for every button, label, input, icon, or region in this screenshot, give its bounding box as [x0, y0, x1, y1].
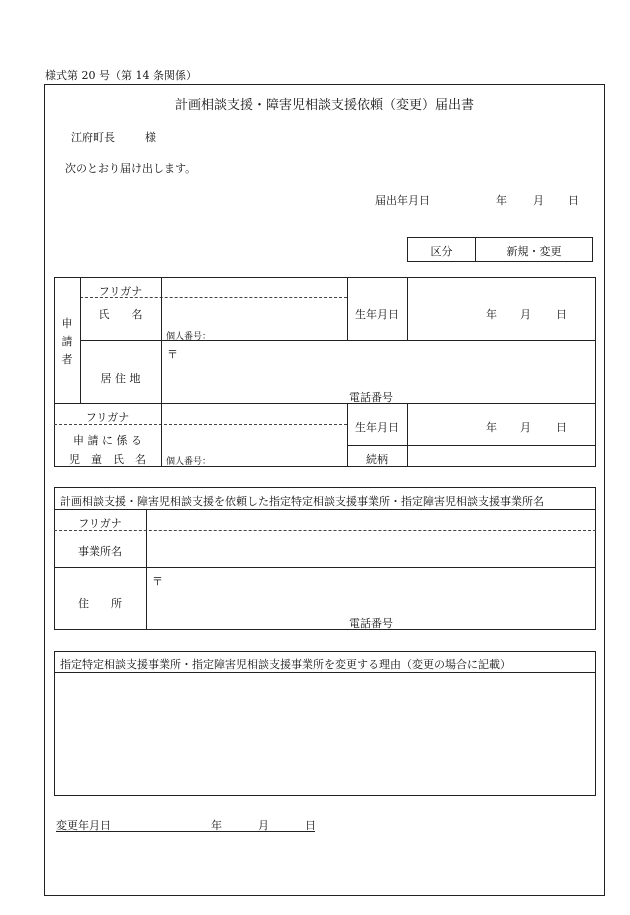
change-date-day: 日	[305, 819, 316, 832]
applicant-personal-no-label: 個人番号：	[166, 332, 212, 342]
applicant-child-divider	[54, 403, 596, 404]
child-birth-label: 生年月日	[355, 421, 399, 434]
change-date-label: 変更年月日	[56, 819, 111, 832]
applicant-birth-right-divider	[407, 277, 408, 340]
child-relation-label: 続柄	[366, 453, 388, 466]
office-header: 計画相談支援・障害児相談支援を依頼した指定特定相談支援事業所・指定障害児相談支援事業所名	[60, 495, 544, 508]
submit-date-label: 届出年月日	[375, 194, 430, 207]
category-value[interactable]: 新規・変更	[506, 245, 562, 258]
child-birth-year: 年	[486, 421, 497, 434]
reason-header: 指定特定相談支援事業所・指定障害児相談支援事業所を変更する理由（変更の場合に記載）	[60, 658, 511, 671]
label-column-divider	[161, 277, 162, 467]
office-phone-label: 電話番号	[349, 617, 393, 630]
submit-date-month: 月	[533, 194, 544, 207]
submit-date-year: 年	[496, 194, 507, 207]
child-birth-month: 月	[520, 421, 531, 434]
office-label-divider	[146, 509, 147, 630]
office-name-address-divider	[54, 567, 596, 568]
reason-text-area[interactable]	[55, 673, 595, 795]
child-furigana-label: フリガナ	[85, 411, 130, 424]
applicant-side-label-1: 申	[61, 317, 73, 330]
applicant-birth-label: 生年月日	[355, 308, 399, 321]
change-date-month: 月	[258, 819, 269, 832]
applicant-furigana-label: フリガナ	[98, 285, 143, 298]
applicant-birth-year: 年	[486, 308, 497, 321]
child-birth-relation-divider	[347, 445, 596, 446]
child-name-label-1: 申 請 に 係 る	[73, 434, 142, 447]
applicant-side-label-3: 者	[61, 353, 73, 366]
change-date-year: 年	[211, 819, 222, 832]
child-birth-day: 日	[556, 421, 567, 434]
child-name-label-2: 児 童 氏 名	[69, 453, 146, 466]
addressee-honorific: 様	[145, 131, 156, 144]
category-label: 区分	[430, 245, 453, 258]
applicant-birth-day: 日	[556, 308, 567, 321]
applicant-phone-label: 電話番号	[349, 391, 393, 404]
applicant-name-label: 氏 名	[98, 308, 143, 321]
form-title: 計画相談支援・障害児相談支援依頼（変更）届出書	[174, 98, 474, 113]
office-postal-mark: 〒	[152, 575, 163, 588]
applicant-name-address-divider	[80, 340, 596, 341]
addressee-name: 江府町長	[71, 131, 115, 144]
submit-date-day: 日	[568, 194, 579, 207]
office-address-label: 住 所	[78, 597, 122, 610]
child-birth-right-divider	[407, 403, 408, 467]
office-header-divider	[54, 509, 596, 510]
applicant-address-label: 居 住 地	[100, 372, 141, 385]
applicant-postal-mark: 〒	[167, 348, 178, 361]
applicant-side-label-2: 請	[61, 335, 73, 348]
form-number: 様式第 20 号（第 14 条関係）	[45, 69, 197, 82]
office-name-label: 事業所名	[78, 545, 122, 558]
intro-text: 次のとおり届け出します。	[65, 162, 197, 175]
child-personal-no-label: 個人番号：	[166, 457, 212, 467]
applicant-birth-month: 月	[520, 308, 531, 321]
office-furigana-label: フリガナ	[78, 517, 122, 530]
